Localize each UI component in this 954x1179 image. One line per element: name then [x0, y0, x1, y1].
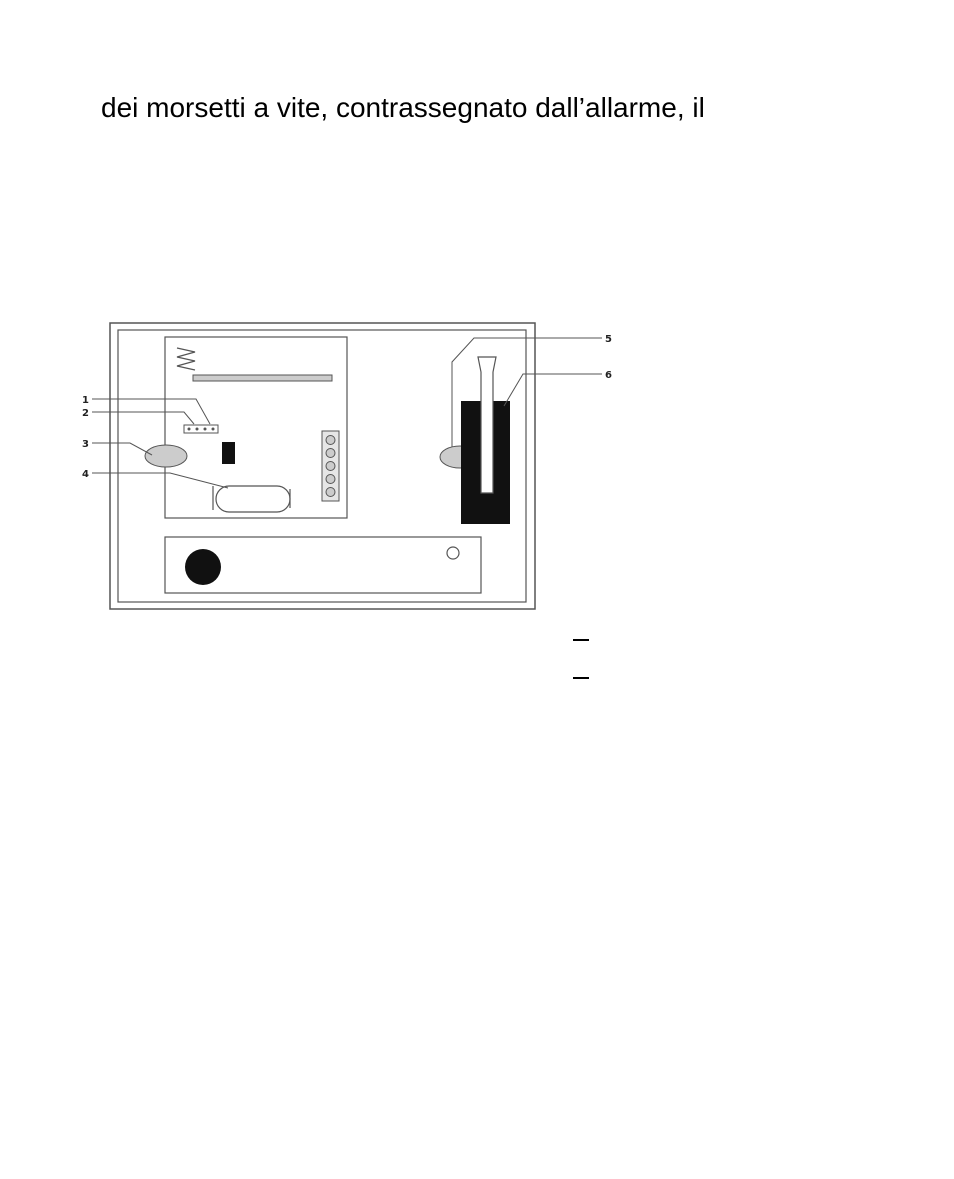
left-oval-magnet: [145, 445, 187, 467]
battery-capsule: [213, 486, 290, 512]
dash-mark-2: [573, 677, 589, 679]
dash-mark-1: [573, 639, 589, 641]
callout-3: 3: [82, 439, 89, 450]
callout-5: 5: [605, 334, 612, 345]
board-strip: [193, 375, 332, 381]
body-text-line: dei morsetti a vite, contrassegnato dall’allarme, il: [101, 92, 705, 123]
screw-terminal-block: [322, 431, 339, 501]
jumper-pins: [184, 425, 218, 433]
board-chip: [222, 442, 235, 464]
bottom-small-circle: [447, 547, 459, 559]
reed-switch-slot: [478, 357, 496, 493]
bottom-black-circle: [185, 549, 221, 585]
callout-6: 6: [605, 370, 612, 381]
callout-2: 2: [82, 408, 89, 419]
callout-4: 4: [82, 469, 89, 480]
callout-1: 1: [82, 395, 89, 406]
